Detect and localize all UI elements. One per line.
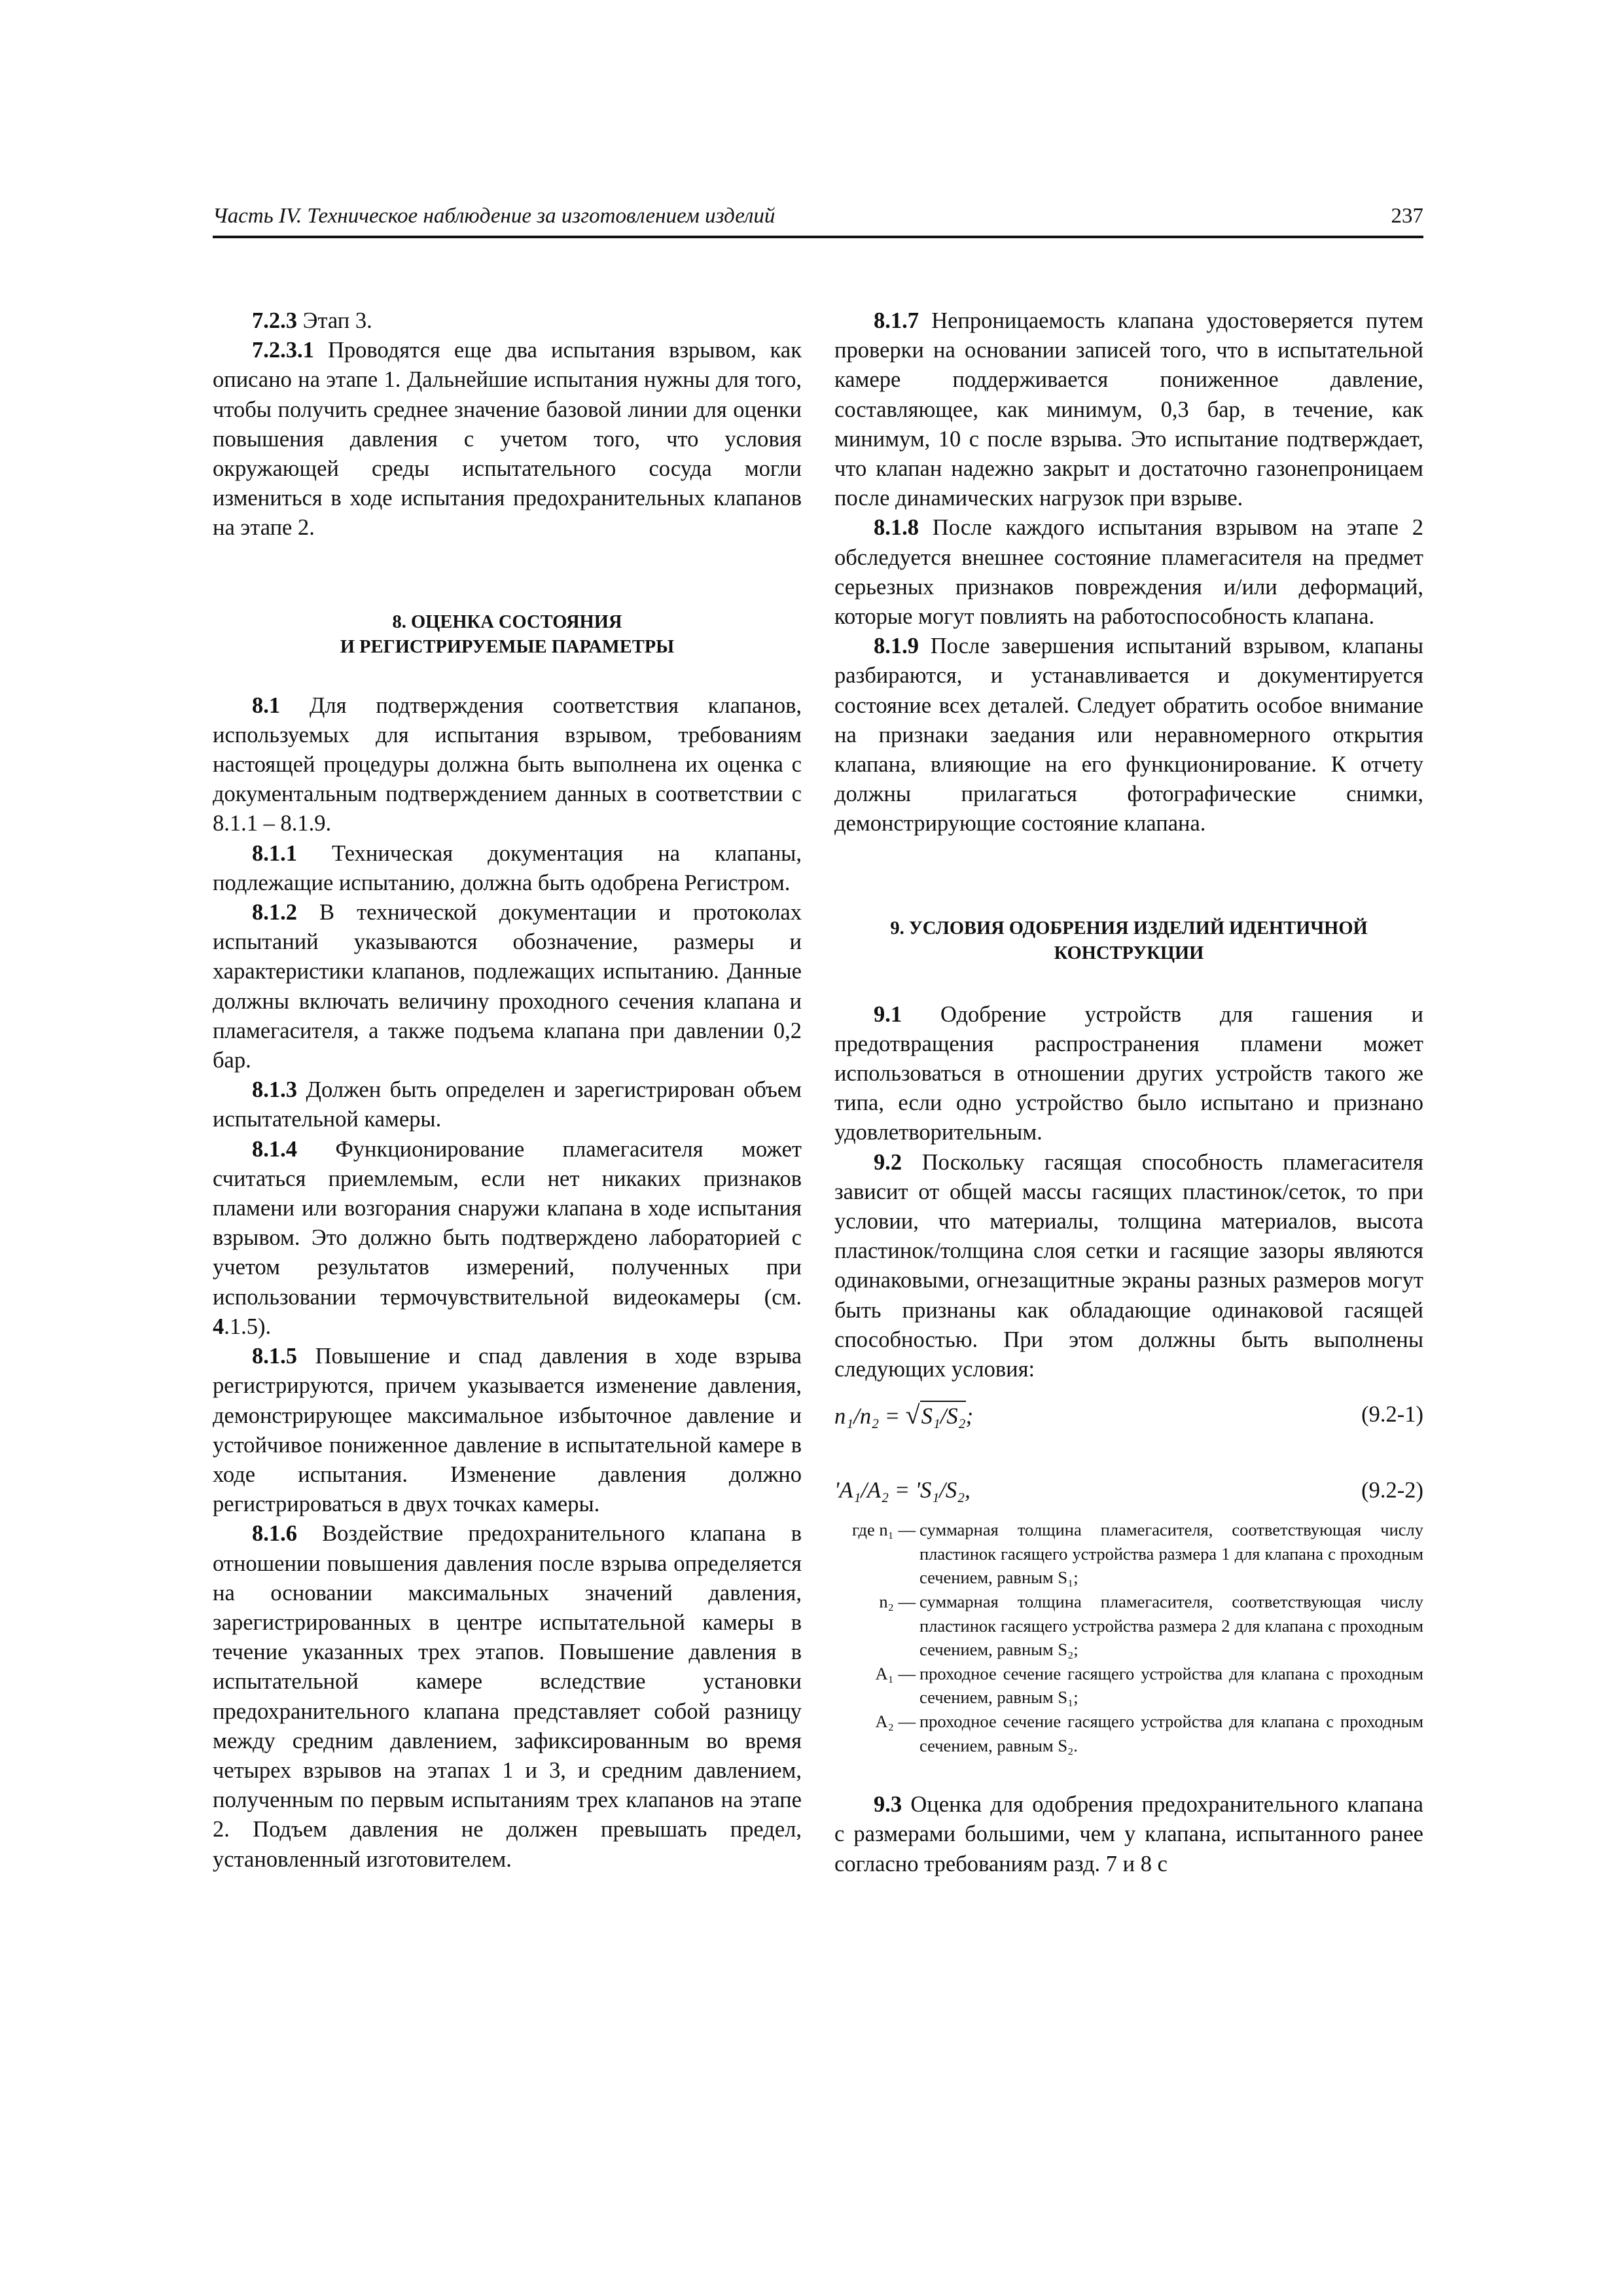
reference-number: 4 — [213, 1314, 224, 1339]
clause-number: 8.1.5 — [252, 1344, 297, 1369]
paragraph-8-1-6 — [213, 1519, 802, 1874]
definition-term: где n₁ — — [851, 1520, 916, 1540]
equation-number: (9.2-1) — [1361, 1402, 1423, 1427]
radical-sign: √ — [905, 1400, 920, 1430]
definition-item — [834, 1662, 1423, 1710]
paragraph-text: Воздействие предохранительного клапана в отношении повышения давления после взрыва определяется на основании максимальных значений давления, зарегистрированных в центре испытательной камеры в течение указанных трех этапов. Повышение давления в испытательной камере вследствие установки предохранительного клапана представляет собой разницу между средним давлением, зафиксированным во время четырех взрывов на этапах 1 и 3, и средним давлением, полученным по первым испытаниям трех клапанов на этапе 2. Подъем давления не должен превышать предел, установленный изготовителем. — [213, 1521, 802, 1872]
paragraph-text: Повышение и спад давления в ходе взрыва регистрируются, причем указывается изменение давления, демонстрирующее максимальное избыточное давление и устойчивое пониженное давление в испытательной камере в ходе испытания. Изменение давления должно регистрироваться в двух точках камеры. — [213, 1344, 802, 1517]
paragraph-8-1-5 — [213, 1342, 802, 1519]
paragraph-text: Функционирование пламегасителя может считаться приемлемым, если нет никаких признаков пламени или возгорания снаружи клапана в ходе испытания взрывом. Это должно быть подтверждено лабораторией с учетом результатов измерений, полученных при использовании термочувствительной видеокамеры (см. — [213, 1136, 802, 1310]
clause-number: 7.2.3.1 — [252, 338, 314, 363]
heading-line: И РЕГИСТРИРУЕМЫЕ ПАРАМЕТРЫ — [340, 636, 675, 657]
spacer — [834, 1434, 1423, 1471]
paragraph-8-1-2 — [213, 898, 802, 1075]
paragraph-8-1-3 — [213, 1075, 802, 1134]
right-column — [834, 306, 1423, 1879]
paragraph-8-1 — [213, 691, 802, 839]
paragraph-9-3 — [834, 1790, 1423, 1879]
clause-number: 8.1.6 — [252, 1521, 297, 1547]
spacer — [834, 839, 1423, 916]
page-number: 237 — [1391, 204, 1423, 228]
definition-text: проходное сечение гасящего устройства для клапана с проходным сечением, равным S₁; — [919, 1663, 1423, 1708]
paragraph-7-2-3-1 — [213, 336, 802, 543]
paragraph-text: .1.5). — [224, 1314, 272, 1339]
spacer — [834, 966, 1423, 1000]
paragraph-text: Техническая документация на клапаны, подлежащие испытанию, должна быть одобрена Регистром. — [213, 840, 802, 895]
radicand: S₁/S₂ — [920, 1401, 966, 1431]
paragraph-text: Непроницаемость клапана удостоверяется путем проверки на основании записей того, что в испытательной камере поддерживается пониженное давление, составляющее, как минимум, 0,3 бар, в течение, как минимум, 10 с после взрыва. Это испытание подтверждает, что клапан надежно закрыт и достаточно газонепроницаем после динамических нагрузок при взрыве. — [834, 308, 1423, 511]
paragraph-text: Проводятся еще два испытания взрывом, как описано на этапе 1. Дальнейшие испытания нужны для того, чтобы получить среднее значение базовой линии для оценки повышения давления с учетом того, что условия окружающей среды испытательного сосуда могли измениться в ходе испытания предохранительных клапанов на этапе 2. — [213, 338, 802, 541]
clause-number: 7.2.3 — [252, 308, 297, 333]
paragraph-7-2-3 — [213, 306, 802, 336]
paragraph-9-1 — [834, 1000, 1423, 1148]
clause-number: 8.1.2 — [252, 900, 297, 925]
paragraph-text: В технической документации и протоколах испытаний указываются обозначение, размеры и характеристики клапанов, подлежащих испытанию. Данные должны включать величину проходного сечения клапана и пламегасителя, а также подъема клапана при давлении 0,2 бар. — [213, 900, 802, 1073]
header-title: Часть IV. Техническое наблюдение за изготовлением изделий — [213, 204, 776, 228]
spacer — [834, 1757, 1423, 1790]
spacer — [213, 543, 802, 610]
clause-number: 9.2 — [874, 1149, 902, 1175]
formula-9-2-2 — [834, 1471, 1423, 1510]
clause-number: 8.1.9 — [874, 634, 919, 659]
paragraph-text: Поскольку гасящая способность пламегасителя зависит от общей массы гасящих пластинок/сеток, то при условии, что материалы, толщина материалов, высота пластинок/толщина слоя сетки и гасящие зазоры являются одинаковыми, огнезащитные экраны разных размеров могут быть признаны как обладающие одинаковой гасящей способностью. При этом должны быть выполнены следующих условия: — [834, 1149, 1423, 1382]
formula-tail: ; — [965, 1404, 974, 1429]
clause-number: 8.1 — [252, 692, 281, 718]
definition-item — [834, 1590, 1423, 1662]
spacer — [213, 660, 802, 691]
clause-number: 8.1.8 — [874, 515, 919, 541]
formula-expression: 'A₁/A₂ = 'S₁/S₂, — [834, 1478, 971, 1503]
paragraph-8-1-9 — [834, 632, 1423, 838]
paragraph-text: После завершения испытаний взрывом, клапаны разбираются, и устанавливается и документируется состояние всех деталей. Следует обратить особое внимание на признаки заедания или неравномерного открытия клапана, влияющие на его функционирование. К отчету должны прилагаться фотографические снимки, демонстрирующие состояние клапана. — [834, 634, 1423, 836]
paragraph-8-1-7 — [834, 306, 1423, 513]
left-column — [213, 306, 802, 1874]
definition-text: суммарная толщина пламегасителя, соответствующая числу пластинок гасящего устройства размера 2 для клапана с проходным сечением, равным S₂; — [919, 1592, 1423, 1660]
clause-number: 9.3 — [874, 1792, 902, 1818]
definition-item — [834, 1518, 1423, 1590]
running-header — [213, 202, 1423, 238]
definition-item — [834, 1710, 1423, 1757]
formula-lhs: n₁/n₂ = — [834, 1404, 906, 1429]
paragraph-text: Для подтверждения соответствия клапанов, используемых для испытания взрывом, требованиям настоящей процедуры должна быть выполнена их оценка с документальным подтверждением данных в соответствии с 8.1.1 – 8.1.9. — [213, 692, 802, 836]
clause-number: 9.1 — [874, 1001, 902, 1027]
paragraph-text: Одобрение устройств для гашения и предотвращения распространения пламени может использоваться в отношении других устройств такого же типа, если одно устройство было испытано и признано удовлетворительным. — [834, 1001, 1423, 1145]
formula-definitions — [834, 1518, 1423, 1757]
section-8-heading — [213, 610, 802, 660]
heading-line: 8. ОЦЕНКА СОСТОЯНИЯ — [392, 611, 622, 632]
paragraph-8-1-1 — [213, 839, 802, 898]
paragraph-text: Этап 3. — [297, 308, 372, 333]
paragraph-8-1-4 — [213, 1135, 802, 1342]
clause-number: 8.1.7 — [874, 308, 919, 333]
formula-expression — [834, 1400, 973, 1431]
paragraph-8-1-8 — [834, 513, 1423, 632]
paragraph-text: Оценка для одобрения предохранительного клапана с размерами большими, чем у клапана, испытанного ранее согласно требованиям разд. 7 и 8 с — [834, 1792, 1423, 1876]
paragraph-text: Должен быть определен и зарегистрирован объем испытательной камеры. — [213, 1077, 802, 1132]
clause-number: 8.1.3 — [252, 1077, 297, 1103]
equation-number: (9.2-2) — [1361, 1478, 1423, 1503]
clause-number: 8.1.1 — [252, 840, 297, 866]
paragraph-text: После каждого испытания взрывом на этапе 2 обследуется внешнее состояние пламегасителя на предмет серьезных признаков повреждения и/или деформаций, которые могут повлиять на работоспособность клапана. — [834, 515, 1423, 630]
definition-term: A₁ — — [875, 1663, 916, 1683]
definition-term: A₂ — — [875, 1712, 916, 1732]
heading-line: 9. УСЛОВИЯ ОДОБРЕНИЯ ИЗДЕЛИЙ ИДЕНТИЧНОЙ — [890, 918, 1368, 939]
definition-text: проходное сечение гасящего устройства для клапана с проходным сечением, равным S₂. — [919, 1712, 1423, 1755]
definition-text: суммарная толщина пламегасителя, соответствующая числу пластинок гасящего устройства размера 1 для клапана с проходным сечением, равным S₁; — [919, 1520, 1423, 1588]
heading-line: КОНСТРУКЦИИ — [1054, 942, 1204, 963]
section-9-heading — [834, 916, 1423, 966]
definition-term: n₂ — — [879, 1592, 916, 1612]
paragraph-9-2 — [834, 1148, 1423, 1385]
formula-9-2-1 — [834, 1395, 1423, 1434]
clause-number: 8.1.4 — [252, 1136, 297, 1162]
